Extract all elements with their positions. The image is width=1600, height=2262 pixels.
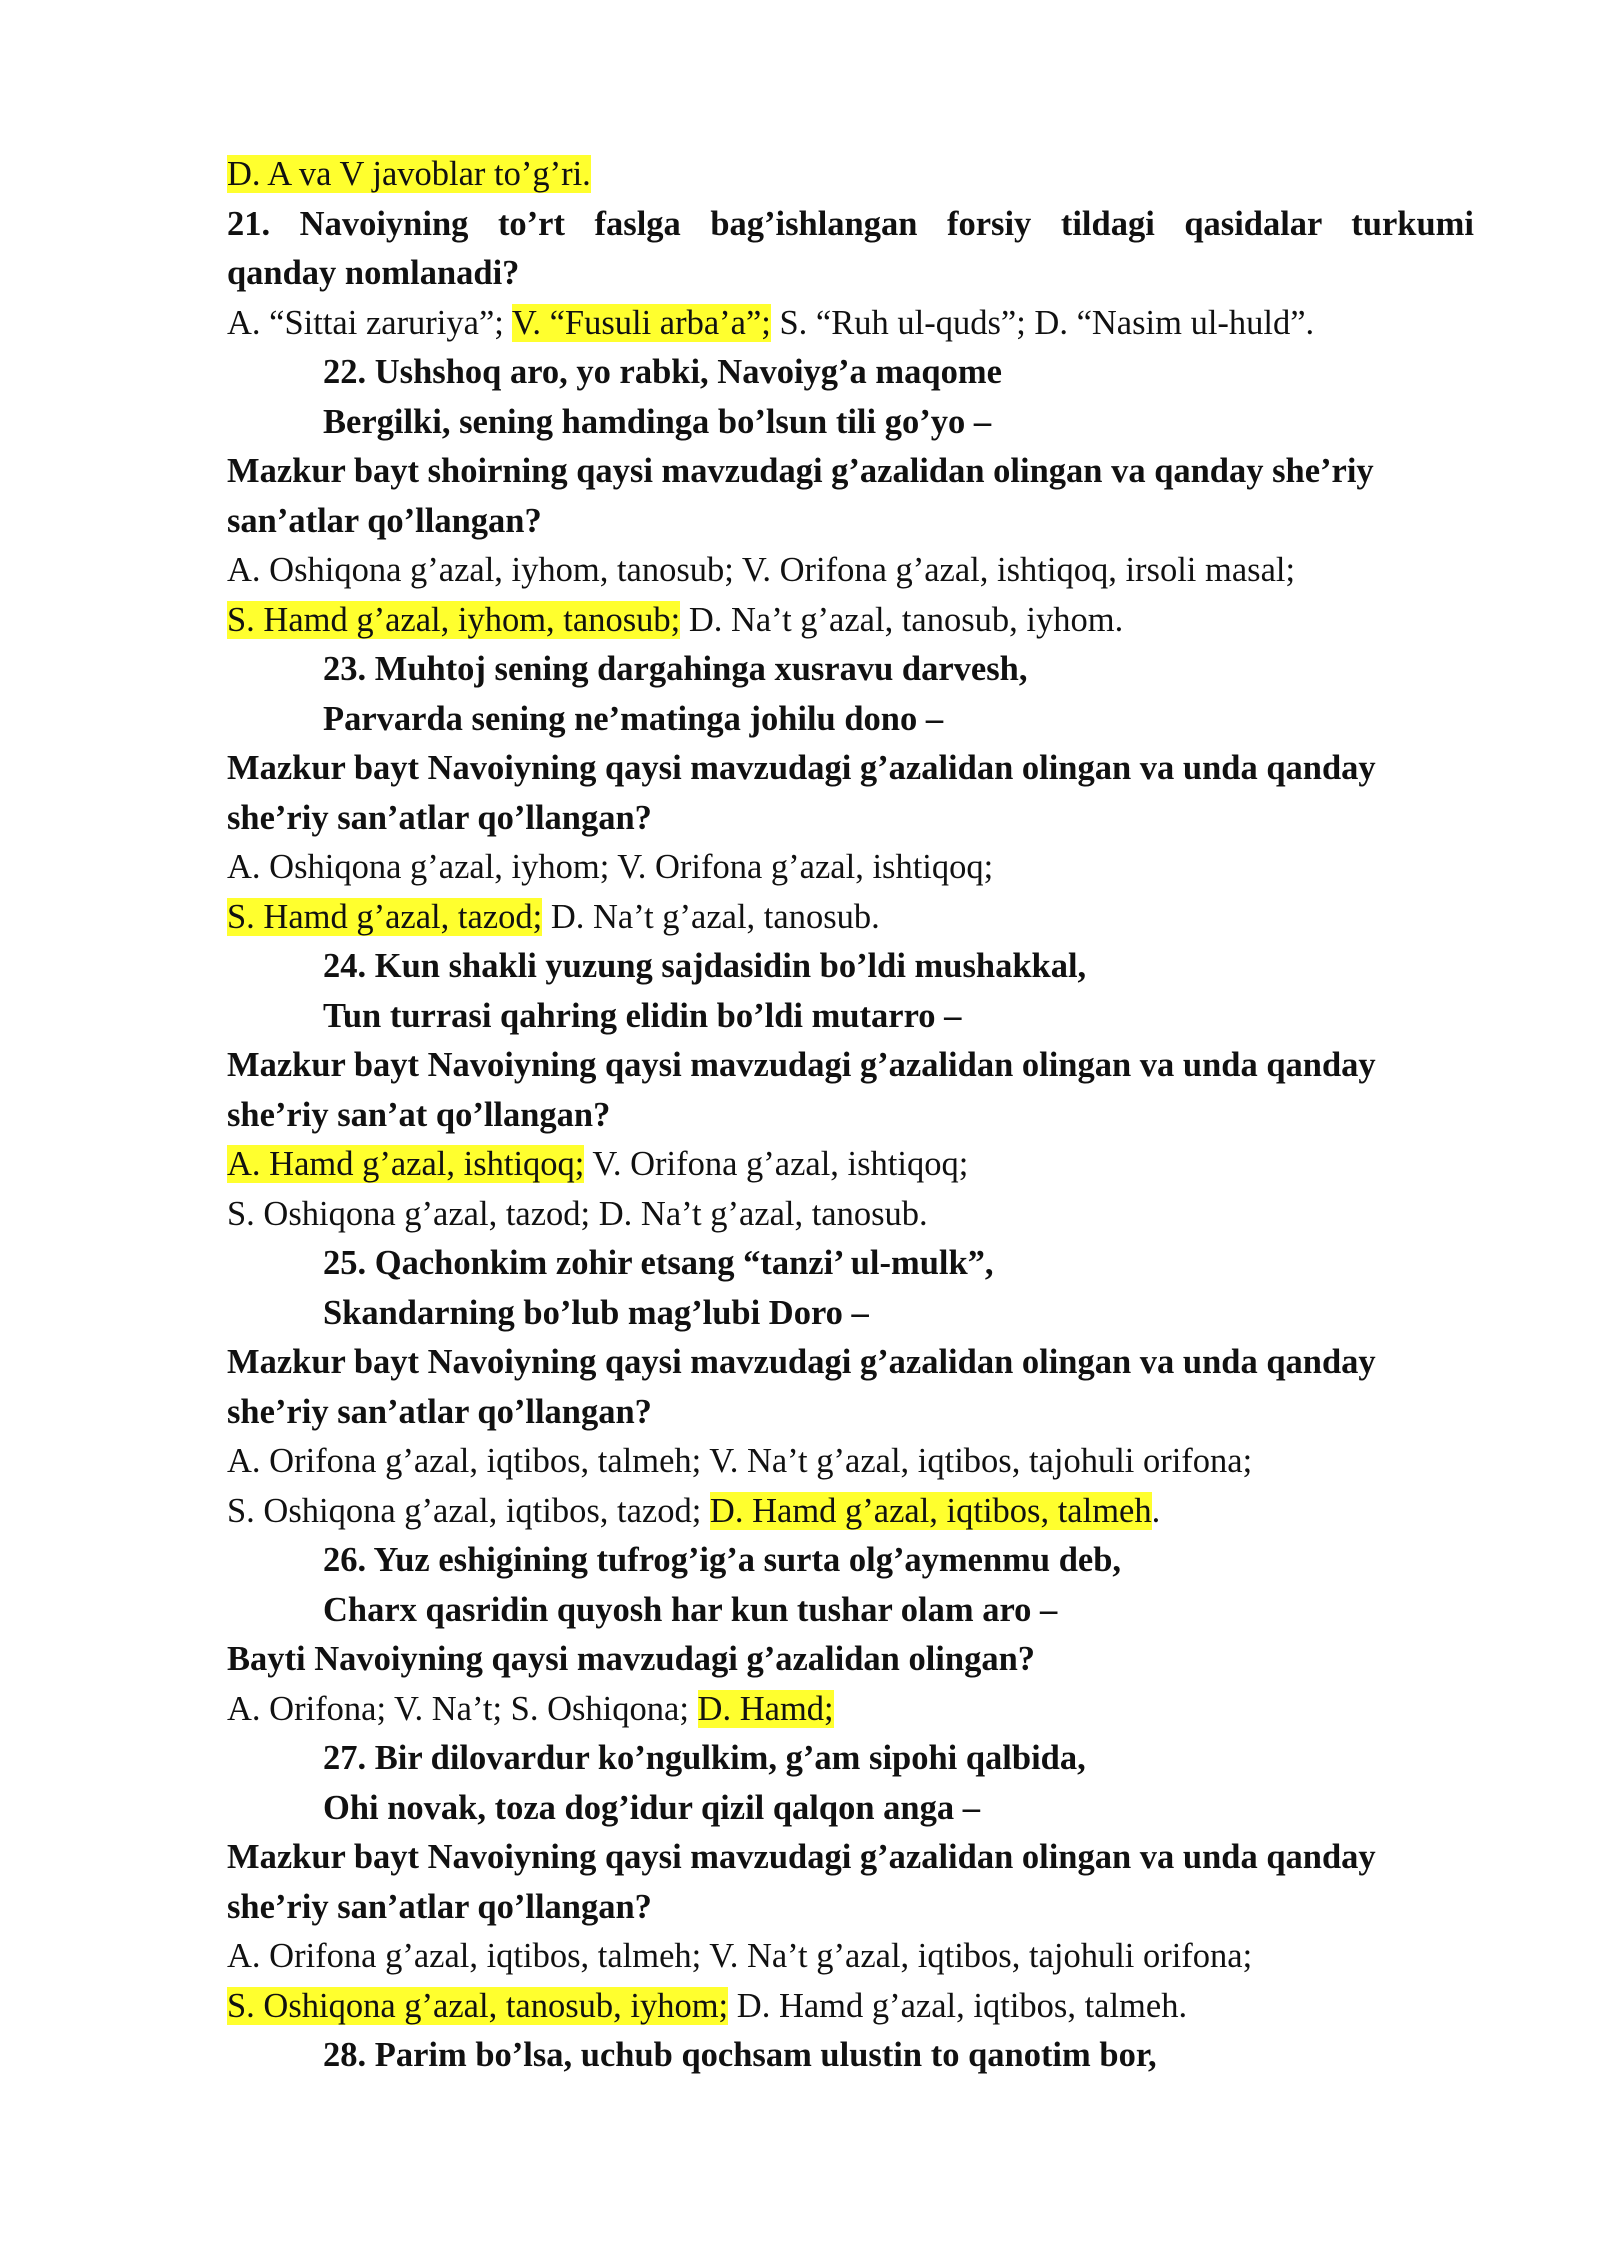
text-segment: Charx qasridin quyosh har kun tushar olam aro – xyxy=(323,1590,1058,1629)
text-segment: Mazkur bayt Navoiyning qaysi mavzudagi g’azalidan olingan va unda qanday xyxy=(227,1046,1376,1084)
answer-line xyxy=(227,1140,1474,1190)
question-line xyxy=(227,1091,1474,1141)
verse-line xyxy=(227,1239,1474,1289)
question-line xyxy=(227,1635,1474,1685)
text-segment: 21. Navoiyning to’rt faslga bag’ishlangan forsiy tildagi qasidalar turkumi xyxy=(227,204,1474,243)
question-line xyxy=(227,1388,1474,1438)
text-segment: 26. Yuz eshigining tufrog’ig’a surta olg’aymenmu deb, xyxy=(323,1541,1122,1579)
answer-line xyxy=(227,1685,1474,1735)
text-segment: S. “Ruh ul-quds”; D. “Nasim ul-huld”. xyxy=(770,303,1315,342)
text-segment: qanday nomlanadi? xyxy=(227,254,520,292)
text-segment: Mazkur bayt Navoiyning qaysi mavzudagi g’azalidan olingan va unda qanday xyxy=(227,1838,1376,1876)
text-segment: she’riy san’atlar qo’llangan? xyxy=(227,798,652,837)
text-segment: D. Na’t g’azal, tanosub. xyxy=(542,897,880,936)
text-segment: . xyxy=(1151,1491,1161,1530)
verse-line xyxy=(227,1586,1474,1636)
question-line xyxy=(227,200,1474,250)
text-segment: Bergilki, sening hamdinga bo’lsun tili go’yo – xyxy=(323,402,992,441)
text-segment: Parvarda sening ne’matinga johilu dono – xyxy=(323,699,944,738)
text-segment: san’atlar qo’llangan? xyxy=(227,501,542,540)
question-line xyxy=(227,1041,1474,1091)
answer-line xyxy=(227,893,1474,943)
question-line xyxy=(227,1883,1474,1933)
verse-line xyxy=(227,1289,1474,1339)
text-segment: Mazkur bayt Navoiyning qaysi mavzudagi g’azalidan olingan va unda qanday xyxy=(227,749,1376,787)
text-segment: A. Orifona g’azal, iqtibos, talmeh; V. Na’t g’azal, iqtibos, tajohuli orifona; xyxy=(227,1937,1253,1975)
answer-line xyxy=(227,596,1474,646)
text-segment: 28. Parim bo’lsa, uchub qochsam ulustin to qanotim bor, xyxy=(323,2036,1157,2074)
highlighted-answer: S. Oshiqona g’azal, tanosub, iyhom; xyxy=(227,1986,729,2025)
highlighted-answer: D. Hamd g’azal, iqtibos, talmeh xyxy=(709,1491,1152,1530)
answer-line xyxy=(227,1487,1474,1537)
text-segment: Mazkur bayt shoirning qaysi mavzudagi g’azalidan olingan va qanday she’riy xyxy=(227,452,1374,490)
text-segment: A. Orifona g’azal, iqtibos, talmeh; V. Na’t g’azal, iqtibos, tajohuli orifona; xyxy=(227,1442,1253,1480)
verse-line xyxy=(227,695,1474,745)
question-line xyxy=(227,744,1474,794)
text-segment: D. Na’t g’azal, tanosub, iyhom. xyxy=(680,600,1124,639)
text-segment: 25. Qachonkim zohir etsang “tanzi’ ul-mulk”, xyxy=(323,1244,994,1282)
question-line xyxy=(227,447,1474,497)
text-segment: 27. Bir dilovardur ko’ngulkim, g’am sipohi qalbida, xyxy=(323,1739,1086,1777)
text-segment: A. “Sittai zaruriya”; xyxy=(227,303,512,342)
verse-line xyxy=(227,398,1474,448)
document-page xyxy=(227,150,1474,2081)
verse-line xyxy=(227,1734,1474,1784)
text-segment: A. Oshiqona g’azal, iyhom; V. Orifona g’azal, ishtiqoq; xyxy=(227,848,994,886)
text-segment: Bayti Navoiyning qaysi mavzudagi g’azalidan olingan? xyxy=(227,1640,1036,1678)
verse-line xyxy=(227,942,1474,992)
verse-line xyxy=(227,1536,1474,1586)
text-segment: V. Orifona g’azal, ishtiqoq; xyxy=(584,1145,969,1183)
text-segment: 23. Muhtoj sening dargahinga xusravu darvesh, xyxy=(323,650,1028,688)
verse-line xyxy=(227,1784,1474,1834)
text-segment: A. Orifona; V. Na’t; S. Oshiqona; xyxy=(227,1689,698,1728)
text-segment: S. Oshiqona g’azal, tazod; D. Na’t g’azal, tanosub. xyxy=(227,1194,928,1233)
question-line xyxy=(227,497,1474,547)
highlighted-answer: V. “Fusuli arba’a”; xyxy=(511,303,771,342)
question-line xyxy=(227,1833,1474,1883)
verse-line xyxy=(227,348,1474,398)
answer-line xyxy=(227,1932,1474,1982)
text-segment: D. Hamd g’azal, iqtibos, talmeh. xyxy=(728,1986,1188,2025)
answer-line xyxy=(227,150,1474,200)
question-line xyxy=(227,794,1474,844)
text-segment: 22. Ushshoq aro, yo rabki, Navoiyg’a maqome xyxy=(323,353,1002,391)
highlighted-answer: S. Hamd g’azal, iyhom, tanosub; xyxy=(227,600,681,639)
answer-line xyxy=(227,1190,1474,1240)
verse-line xyxy=(227,992,1474,1042)
text-segment: S. Oshiqona g’azal, iqtibos, tazod; xyxy=(227,1491,710,1530)
text-segment: she’riy san’atlar qo’llangan? xyxy=(227,1887,652,1926)
highlighted-answer: D. Hamd; xyxy=(697,1689,834,1728)
verse-line xyxy=(227,2031,1474,2081)
answer-line xyxy=(227,1437,1474,1487)
text-segment: she’riy san’atlar qo’llangan? xyxy=(227,1392,652,1431)
answer-line xyxy=(227,843,1474,893)
text-segment: Mazkur bayt Navoiyning qaysi mavzudagi g’azalidan olingan va unda qanday xyxy=(227,1343,1376,1381)
highlighted-answer: D. A va V javoblar to’g’ri. xyxy=(227,155,591,193)
highlighted-answer: A. Hamd g’azal, ishtiqoq; xyxy=(227,1145,585,1183)
question-line xyxy=(227,1338,1474,1388)
text-segment: Skandarning bo’lub mag’lubi Doro – xyxy=(323,1293,869,1332)
verse-line xyxy=(227,645,1474,695)
question-line xyxy=(227,249,1474,299)
text-segment: 24. Kun shakli yuzung sajdasidin bo’ldi mushakkal, xyxy=(323,947,1087,985)
text-segment: A. Oshiqona g’azal, iyhom, tanosub; V. Orifona g’azal, ishtiqoq, irsoli masal; xyxy=(227,551,1296,589)
text-segment: Ohi novak, toza dog’idur qizil qalqon anga – xyxy=(323,1788,980,1827)
answer-line xyxy=(227,299,1474,349)
text-segment: she’riy san’at qo’llangan? xyxy=(227,1095,611,1134)
highlighted-answer: S. Hamd g’azal, tazod; xyxy=(227,897,543,936)
answer-line xyxy=(227,546,1474,596)
text-segment: Tun turrasi qahring elidin bo’ldi mutarro – xyxy=(323,996,962,1035)
answer-line xyxy=(227,1982,1474,2032)
